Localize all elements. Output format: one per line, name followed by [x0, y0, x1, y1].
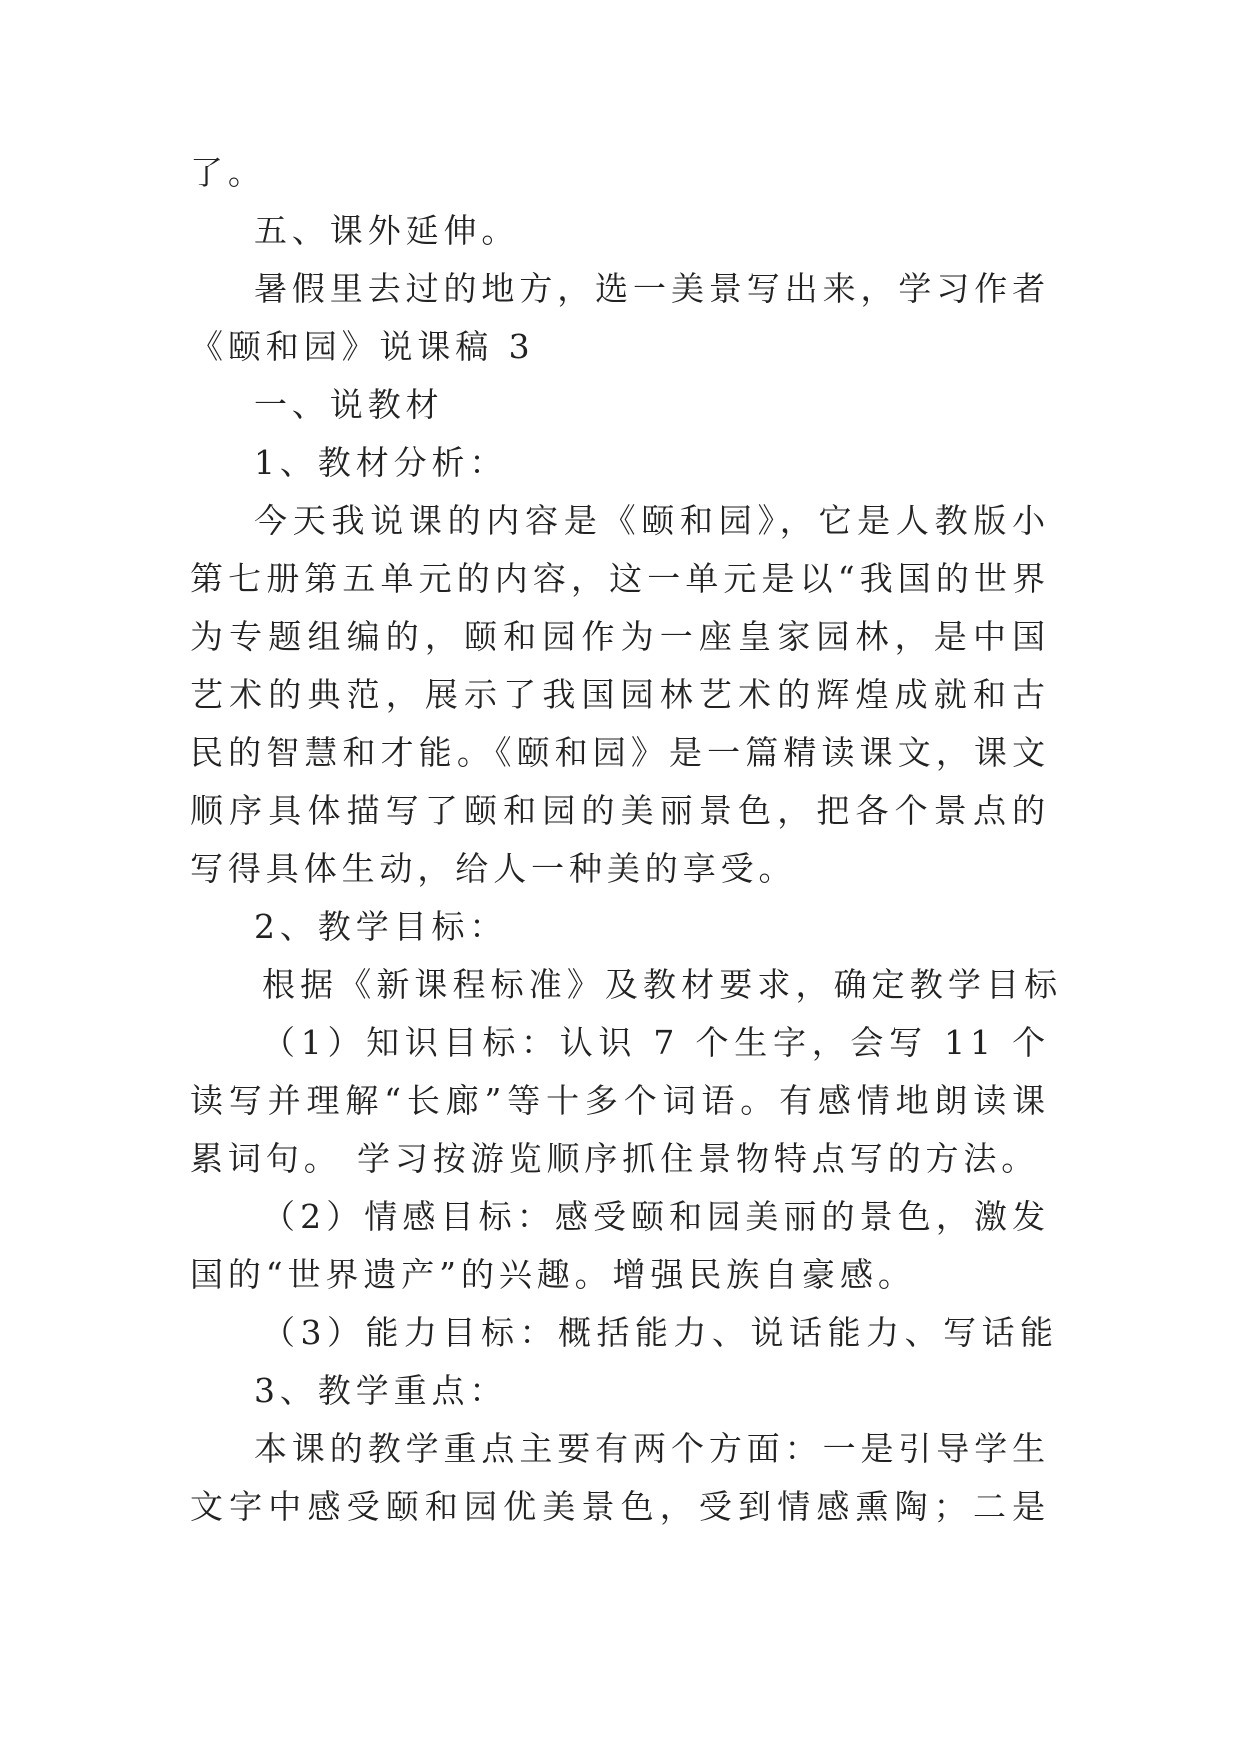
text-line: 艺术的典范，展示了我国园林艺术的辉煌成就和古 [190, 675, 1050, 714]
document-title: 《颐和园》说课稿 3 [190, 327, 535, 366]
text-line: 写得具体生动，给人一种美的享受。 [190, 849, 797, 888]
subsection-heading: 3、教学重点： [254, 1371, 508, 1410]
text-line: 本课的教学重点主要有两个方面：一是引导学生 [254, 1429, 1050, 1468]
text-line: 为专题组编的，颐和园作为一座皇家园林，是中国 [190, 617, 1050, 656]
text-line: 文字中感受颐和园优美景色，受到情感熏陶；二是 [190, 1487, 1050, 1526]
text-line: 第七册第五单元的内容，这一单元是以“我国的世界 [190, 559, 1050, 598]
text-line: 根据《新课程标准》及教材要求，确定教学目标 [262, 965, 1062, 1004]
text-line: 读写并理解“长廊”等十多个词语。有感情地朗读课 [190, 1081, 1050, 1120]
text-line: 了。 [190, 153, 266, 192]
section-heading: 一、说教材 [254, 385, 444, 424]
text-line: （2）情感目标：感受颐和园美丽的景色，激发 [262, 1197, 1050, 1236]
text-line: 顺序具体描写了颐和园的美丽景色，把各个景点的 [190, 791, 1050, 830]
section-heading: 五、课外延伸。 [254, 211, 520, 250]
text-line: 今天我说课的内容是《颐和园》，它是人教版小 [254, 501, 1050, 540]
text-line: （3）能力目标：概括能力、说话能力、写话能 [262, 1313, 1058, 1352]
text-line: 国的“世界遗产”的兴趣。增强民族自豪感。 [190, 1255, 916, 1294]
subsection-heading: 2、教学目标： [254, 907, 508, 946]
text-line: 暑假里去过的地方，选一美景写出来，学习作者 [254, 269, 1050, 308]
subsection-heading: 1、教材分析： [254, 443, 508, 482]
text-line: 累词句。 学习按游览顺序抓住景物特点写的方法。 [190, 1139, 1040, 1178]
text-line: 民的智慧和才能。《颐和园》是一篇精读课文，课文 [190, 733, 1050, 772]
text-line: （1）知识目标：认识 7 个生字，会写 11 个 [262, 1023, 1050, 1062]
